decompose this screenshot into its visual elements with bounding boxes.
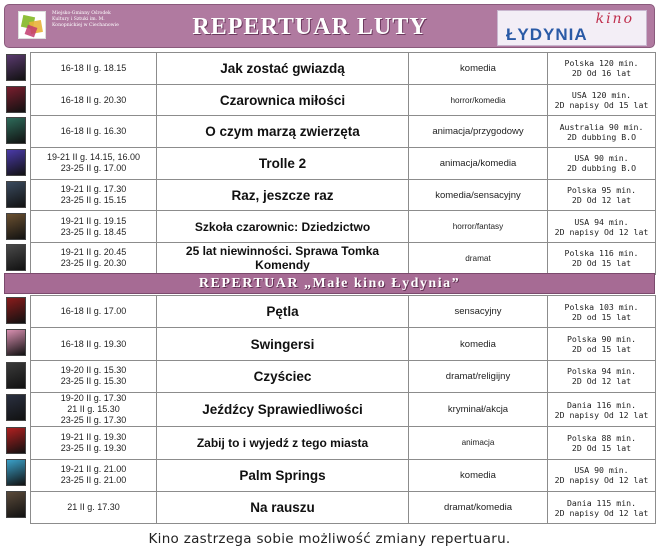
movie-poster-thumbnail — [6, 117, 26, 144]
showtimes — [31, 148, 157, 180]
showtime-line: 19-20 II g. 15.30 — [60, 365, 127, 376]
showtime-line: 19-21 II g. 19.15 — [60, 215, 127, 226]
movie-genre: animacja/komedia — [409, 148, 548, 180]
movie-poster-thumbnail — [6, 297, 26, 324]
showtime-line: 19-21 II g. 20.45 — [60, 247, 127, 258]
movie-genre: horror/komedia — [409, 84, 548, 116]
info-line: Polska 103 min. — [564, 301, 639, 312]
showtime-line: 23-25 II g. 17.30 — [60, 415, 127, 426]
movie-row — [31, 360, 656, 392]
institution-name: Miejsko-Gminny Ośrodek Kultury i Sztuki im. M. Konopnickiej w Ciechanowie — [52, 11, 119, 28]
movie-row — [31, 148, 656, 180]
showtime-line: 23-25 II g. 18.45 — [60, 226, 127, 237]
movie-row — [31, 328, 656, 360]
showtimes — [31, 211, 157, 243]
movie-row — [31, 296, 656, 328]
movie-row — [31, 491, 656, 523]
info-line: Dania 115 min. — [566, 497, 636, 508]
showtimes — [31, 393, 157, 427]
header-bar — [4, 4, 655, 48]
info-line: Polska 120 min. — [564, 58, 639, 69]
showtimes — [31, 491, 157, 523]
movie-info — [548, 393, 656, 427]
movie-info — [548, 243, 656, 275]
movie-title: Trolle 2 — [157, 148, 409, 180]
showtime-line: 16-18 II g. 18.15 — [60, 62, 127, 73]
showtime-line: 23-25 II g. 21.00 — [60, 475, 127, 486]
showtime-line: 23-25 II g. 15.15 — [60, 195, 127, 206]
movie-title: Na rauszu — [157, 491, 409, 523]
movie-poster-thumbnail — [6, 362, 26, 389]
showtimes — [31, 427, 157, 459]
movie-info — [548, 211, 656, 243]
showtimes — [31, 53, 157, 85]
info-line: Polska 94 min. — [566, 366, 636, 377]
info-line: 2D dubbing B.O — [566, 163, 636, 174]
movie-title: 25 lat niewinności. Sprawa Tomka Komendy — [157, 243, 409, 275]
showtime-line: 19-21 II g. 17.30 — [60, 184, 127, 195]
movie-row — [31, 243, 656, 275]
kino-logo-bottom: ŁYDYNIA — [506, 25, 588, 44]
showtime-line: 19-21 II g. 14.15, 16.00 — [46, 152, 141, 163]
movie-row — [31, 116, 656, 148]
movie-title: Jeźdźcy Sprawiedliwości — [157, 393, 409, 427]
movie-poster-thumbnail — [6, 459, 26, 486]
info-line: 2D napisy Od 15 lat — [554, 100, 649, 111]
movie-row — [31, 179, 656, 211]
movie-title: Czyściec — [157, 360, 409, 392]
movie-genre: komedia — [409, 328, 548, 360]
movie-poster-thumbnail — [6, 54, 26, 81]
movie-poster-thumbnail — [6, 244, 26, 271]
showtimes — [31, 84, 157, 116]
showtime-line: 23-25 II g. 20.30 — [60, 258, 127, 269]
showtime-line: 19-20 II g. 17.30 — [60, 393, 127, 404]
showtime-line: 23-25 II g. 15.30 — [60, 376, 127, 387]
movie-genre: komedia — [409, 459, 548, 491]
info-line: 2D Od 12 lat — [571, 195, 632, 206]
info-line: 2D od 15 lat — [571, 344, 632, 355]
movie-info — [548, 296, 656, 328]
showtimes — [31, 360, 157, 392]
movie-poster-thumbnail — [6, 213, 26, 240]
section-banner: REPERTUAR „Małe kino Łydynia” — [4, 273, 655, 294]
movie-title: Pętla — [157, 296, 409, 328]
info-line: 2D Od 12 lat — [571, 376, 632, 387]
info-line: 2D napisy Od 12 lat — [554, 409, 649, 420]
showtime-line: 19-21 II g. 19.30 — [60, 431, 127, 442]
info-line: 2D napisy Od 12 lat — [554, 475, 649, 486]
info-line: 2D od 15 lat — [571, 311, 632, 322]
showtimes — [31, 328, 157, 360]
movie-genre: horror/fantasy — [409, 211, 548, 243]
movie-info — [548, 148, 656, 180]
showtime-line: 23-25 II g. 17.00 — [60, 163, 127, 174]
kino-lydynia-logo — [497, 10, 647, 46]
movie-info — [548, 459, 656, 491]
showtime-line: 16-18 II g. 16.30 — [60, 126, 127, 137]
movie-genre: animacja/przygodowy — [409, 116, 548, 148]
movie-title: Czarownica miłości — [157, 84, 409, 116]
showtime-line: 16-18 II g. 19.30 — [60, 338, 127, 349]
info-line: Polska 88 min. — [566, 432, 636, 443]
repertoire-table-small — [30, 295, 656, 524]
movie-genre: dramat — [409, 243, 548, 275]
movie-poster-thumbnail — [6, 149, 26, 176]
movie-row — [31, 84, 656, 116]
movie-genre: dramat/religijny — [409, 360, 548, 392]
showtimes — [31, 459, 157, 491]
movie-title: Raz, jeszcze raz — [157, 179, 409, 211]
movie-row — [31, 211, 656, 243]
movie-title: Zabij to i wyjedź z tego miasta — [157, 427, 409, 459]
kino-logo-top: kino — [595, 11, 634, 27]
footer-note: Kino zastrzega sobie możliwość zmiany repertuaru. — [148, 531, 511, 547]
movie-title: Swingersi — [157, 328, 409, 360]
movie-info — [548, 328, 656, 360]
movie-info — [548, 84, 656, 116]
movie-genre: kryminał/akcja — [409, 393, 548, 427]
movie-title: Szkoła czarownic: Dziedzictwo — [157, 211, 409, 243]
movie-row — [31, 393, 656, 427]
movie-genre: dramat/komedia — [409, 491, 548, 523]
showtimes — [31, 179, 157, 211]
showtime-line: 21 II g. 15.30 — [67, 404, 120, 415]
repertoire-table-main — [30, 52, 656, 275]
info-line: USA 90 min. — [574, 153, 629, 164]
showtimes — [31, 116, 157, 148]
movie-poster-thumbnail — [6, 491, 26, 518]
movie-info — [548, 53, 656, 85]
info-line: USA 90 min. — [574, 465, 629, 476]
info-line: 2D Od 15 lat — [571, 442, 632, 453]
movie-poster-thumbnail — [6, 394, 26, 421]
movie-genre: sensacyjny — [409, 296, 548, 328]
showtime-line: 23-25 II g. 19.30 — [60, 442, 127, 453]
movie-genre: komedia/sensacyjny — [409, 179, 548, 211]
movie-info — [548, 360, 656, 392]
movie-info — [548, 427, 656, 459]
movie-title: O czym marzą zwierzęta — [157, 116, 409, 148]
institution-logo — [18, 11, 46, 39]
movie-row — [31, 427, 656, 459]
info-line: Australia 90 min. — [559, 121, 644, 132]
showtime-line: 19-21 II g. 21.00 — [60, 464, 127, 475]
info-line: Polska 95 min. — [566, 185, 636, 196]
info-line: Polska 90 min. — [566, 334, 636, 345]
info-line: 2D dubbing B.O — [566, 131, 636, 142]
info-line: USA 120 min. — [571, 90, 632, 101]
movie-row — [31, 53, 656, 85]
page-title: REPERTUAR LUTY — [192, 14, 428, 40]
movie-genre: animacja — [409, 427, 548, 459]
movie-poster-thumbnail — [6, 329, 26, 356]
movie-poster-thumbnail — [6, 86, 26, 113]
movie-info — [548, 491, 656, 523]
info-line: USA 94 min. — [574, 216, 629, 227]
showtime-line: 21 II g. 17.30 — [67, 502, 120, 513]
movie-title: Palm Springs — [157, 459, 409, 491]
movie-info — [548, 116, 656, 148]
info-line: 2D Od 15 lat — [571, 258, 632, 269]
info-line: 2D napisy Od 12 lat — [554, 507, 649, 518]
movie-row — [31, 459, 656, 491]
showtime-line: 16-18 II g. 20.30 — [60, 94, 127, 105]
info-line: 2D napisy Od 12 lat — [554, 226, 649, 237]
movie-poster-thumbnail — [6, 181, 26, 208]
info-line: 2D Od 16 lat — [571, 68, 632, 79]
movie-title: Jak zostać gwiazdą — [157, 53, 409, 85]
movie-poster-thumbnail — [6, 427, 26, 454]
movie-genre: komedia — [409, 53, 548, 85]
info-line: Polska 116 min. — [564, 248, 639, 259]
showtime-line: 16-18 II g. 17.00 — [60, 306, 127, 317]
info-line: Dania 116 min. — [566, 399, 636, 410]
movie-info — [548, 179, 656, 211]
showtimes — [31, 296, 157, 328]
showtimes — [31, 243, 157, 275]
